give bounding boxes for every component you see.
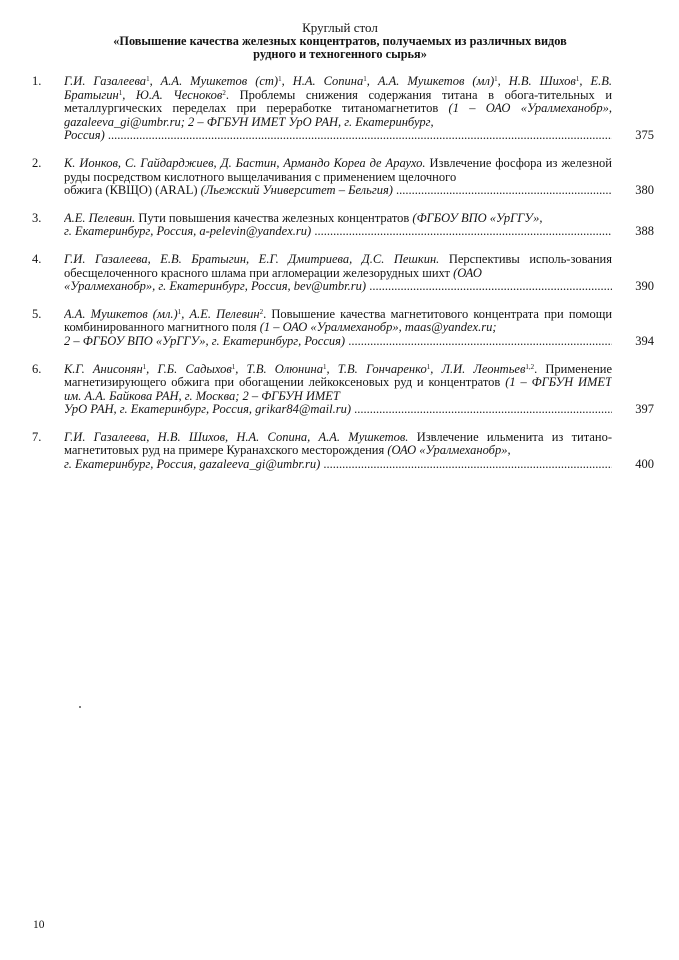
entry-affiliation: (1 – ОАО «Уралмеханобр», maas@yandex.ru;: [259, 320, 497, 335]
entry-title: Проблемы снижения содержания титана в обога-тительных и металлургических переделах при переработке титаномагнетитов: [64, 87, 612, 116]
entry-authors: , Г.Б. Садыхов: [146, 362, 232, 376]
affiliation-marker: 1: [118, 88, 123, 97]
affiliation-marker: 1: [231, 362, 236, 371]
affiliation-marker: 1,2: [525, 362, 535, 371]
entry-number: 5.: [32, 306, 42, 321]
entry-title: Извлечение ильменита из титано-магнетитовых руд на примере Куранахского месторождения: [64, 430, 612, 458]
entry-title: Повышение качества магнетитового концентрата при помощи комбинированного магнитного поля: [64, 307, 612, 335]
entry-authors: Г.И. Газалеева, Н.В. Шихов, Н.А. Сопина, А.А. Мушкетов.: [64, 430, 409, 444]
entry-text: [64, 308, 612, 349]
entry-affiliation: (ФГБОУ ВПО «УрГГУ»,: [412, 211, 543, 225]
conference-title-line-2: рудного и техногенного сырья»: [253, 47, 427, 61]
affiliation-marker: 1: [426, 362, 431, 371]
page-header: [40, 21, 640, 61]
entry-number: 6.: [32, 361, 42, 376]
entry-authors: , Н.А. Сопина: [281, 75, 364, 88]
entry-title: Применение магнетизирующего обжига при обогащении лейкоксеновых руд и концентратов: [64, 362, 612, 390]
entry-authors: , Л.И. Леонтьев: [430, 362, 526, 376]
entry-text: [64, 431, 612, 472]
entry-authors: , А.А. Мушкетов (ст): [149, 75, 279, 88]
affiliation-marker: 1: [363, 75, 367, 83]
entry-title: Перспективы исполь-зования обесщелоченного красного шлама при агломерации железорудных шихт: [64, 252, 612, 280]
entry-affiliation-end: Россия) .....: [64, 129, 612, 142]
toc-entry: [32, 431, 654, 472]
entry-authors: А.Е. Пелевин.: [64, 211, 136, 225]
toc-entry: [32, 253, 654, 294]
entry-affiliation-end: УрО РАН, г. Екатеринбург, Россия, grikar84@mail.ru) .....: [64, 403, 612, 416]
folio-page-number: 10: [33, 919, 45, 931]
entry-affiliation-end: «Уралмеханобр», г. Екатеринбург, Россия, bev@umbr.ru) .....: [64, 280, 612, 293]
entry-authors: К.Г. Анисонян: [64, 362, 143, 376]
toc-entry: [32, 363, 654, 417]
entry-authors: .: [534, 362, 538, 376]
entry-title: Пути повышения качества железных концентратов: [138, 211, 410, 225]
table-of-contents: [32, 75, 654, 486]
entry-affiliation: (ОАО: [453, 265, 482, 280]
entry-title: Извлечение фосфора из железной руды посредством кислотного выщелачивания с применением щелочного: [64, 156, 612, 184]
conference-title-line-1: «Повышение качества железных концентратов, получаемых из различных видов: [113, 34, 567, 48]
entry-authors: А.А. Мушкетов (мл.): [64, 307, 178, 321]
entry-authors: .: [225, 87, 229, 102]
entry-number: 3.: [32, 210, 42, 225]
affiliation-marker: 1: [177, 307, 182, 316]
entry-authors: , А.Е. Пелевин: [181, 307, 260, 321]
entry-affiliation-end: г. Екатеринбург, Россия, a-pelevin@yandex.ru) .....: [64, 225, 612, 238]
entry-authors: К. Ионков, С. Гайдарджиев, Д. Бастин, Армандо Кореа де Араухо.: [64, 156, 426, 170]
page-number: 388: [635, 224, 654, 239]
entry-text: [64, 363, 612, 417]
affiliation-marker: 1: [278, 75, 282, 83]
toc-entry: [32, 212, 654, 239]
section-title: Круглый стол: [302, 20, 378, 35]
entry-number: 2.: [32, 155, 42, 170]
affiliation-marker: 2: [222, 88, 226, 97]
entry-authors: , Е.В. Братыгин: [64, 75, 612, 102]
entry-authors: , Т.В. Олюнина: [235, 362, 323, 376]
entry-affiliation-end: 2 – ФГБОУ ВПО «УрГГУ», г. Екатеринбург, Россия) .....: [64, 335, 612, 348]
affiliation-marker: 1: [146, 75, 150, 83]
entry-authors: , Т.В. Гончаренко: [326, 362, 427, 376]
affiliation-marker: 2: [259, 307, 264, 316]
entry-text: [64, 157, 612, 198]
page-number: 394: [635, 333, 654, 348]
entry-affiliation: (Льежский Университет – Бельгия) .....: [201, 184, 612, 197]
toc-entry: [32, 308, 654, 349]
page-number: 375: [635, 128, 654, 143]
entry-text: [64, 253, 612, 294]
toc-entry: [32, 157, 654, 198]
affiliation-marker: 1: [575, 75, 580, 83]
entry-text: [64, 75, 612, 143]
entry-affiliation: (ОАО «Уралмеханобр»,: [387, 443, 511, 458]
entry-authors: , Ю.А. Чесноков: [122, 87, 223, 102]
page-number: 400: [635, 457, 654, 472]
entry-authors: , Н.В. Шихов: [497, 75, 576, 88]
entry-authors: , А.А. Мушкетов (мл): [366, 75, 495, 88]
entry-title-end: обжига (КВЩО) (ARAL): [64, 184, 198, 198]
page-number: 390: [635, 279, 654, 294]
toc-entry: [32, 75, 654, 143]
affiliation-marker: 1: [494, 75, 498, 83]
affiliation-marker: 1: [142, 362, 147, 371]
page-number: 397: [635, 402, 654, 417]
entry-number: 1.: [32, 74, 42, 88]
entry-number: 4.: [32, 251, 42, 266]
entry-affiliation: (1 – ОАО «Уралмеханобр», gazaleeva_gi@umbr.ru; 2 – ФГБУН ИМЕТ УрО РАН, г. Екатеринбург,: [64, 101, 612, 129]
affiliation-marker: 1: [322, 362, 327, 371]
entry-number: 7.: [32, 429, 42, 444]
scan-speck: [79, 706, 81, 708]
entry-authors: Г.И. Газалеева, Е.В. Братыгин, Е.Г. Дмитриева, Д.С. Пешкин.: [64, 252, 440, 266]
entry-affiliation: (1 – ФГБУН ИМЕТ им. А.А. Байкова РАН, г. Москва; 2 – ФГБУН ИМЕТ: [64, 375, 612, 403]
page-number: 380: [635, 183, 654, 198]
entry-text: [64, 212, 612, 239]
entry-authors: Г.И. Газалеева: [64, 75, 147, 88]
entry-authors: .: [263, 307, 267, 321]
entry-affiliation-end: г. Екатеринбург, Россия, gazaleeva_gi@umbr.ru) .....: [64, 458, 612, 471]
